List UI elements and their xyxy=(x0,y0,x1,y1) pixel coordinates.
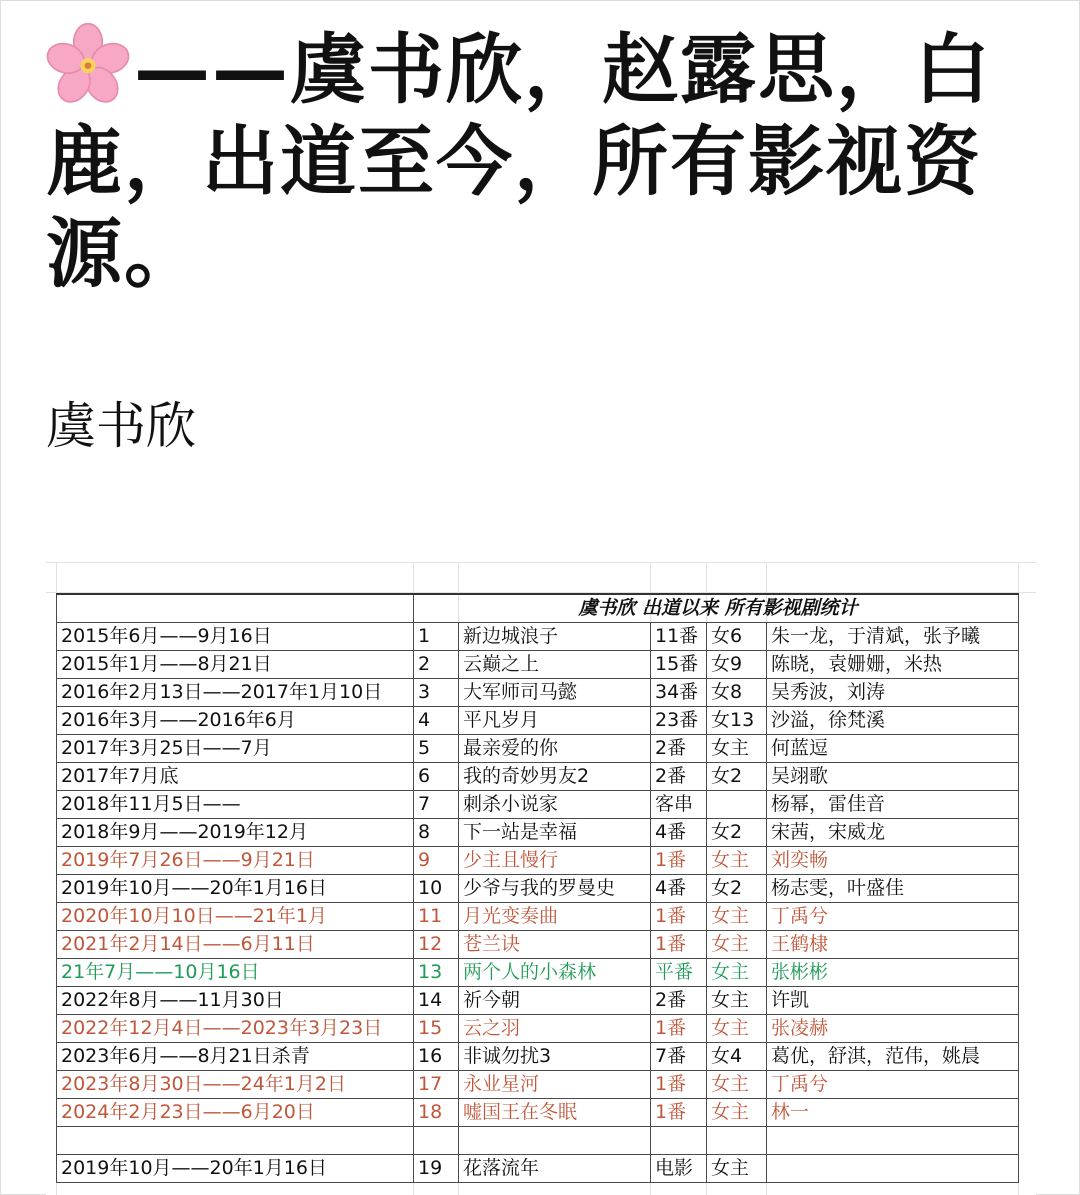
billing-cell: 1番 xyxy=(651,847,707,875)
date-cell: 2019年7月26日——9月21日 xyxy=(57,847,414,875)
role-cell: 女主 xyxy=(707,1071,767,1099)
date-cell: 2022年8月——11月30日 xyxy=(57,987,414,1015)
index-cell: 13 xyxy=(414,959,459,987)
filmography-table xyxy=(56,593,1019,1183)
costars-cell: 朱一龙，于清斌，张予曦 xyxy=(767,623,1019,651)
costars-cell: 张凌赫 xyxy=(767,1015,1019,1043)
role-cell: 女主 xyxy=(707,903,767,931)
role-cell: 女2 xyxy=(707,875,767,903)
index-cell: 7 xyxy=(414,791,459,819)
costars-cell: 陈晓，袁姗姗，米热 xyxy=(767,651,1019,679)
date-cell: 2021年2月14日——6月11日 xyxy=(57,931,414,959)
index-cell: 11 xyxy=(414,903,459,931)
title-cell: 大军师司马懿 xyxy=(459,679,651,707)
costars-cell: 王鹤棣 xyxy=(767,931,1019,959)
costars-cell: 许凯 xyxy=(767,987,1019,1015)
empty-cell xyxy=(459,1127,651,1155)
empty-cell xyxy=(57,1127,414,1155)
date-cell: 2019年10月——20年1月16日 xyxy=(57,875,414,903)
index-cell: 1 xyxy=(414,623,459,651)
table-row xyxy=(57,847,1019,875)
table-row xyxy=(57,1015,1019,1043)
title-cell: 祈今朝 xyxy=(459,987,651,1015)
costars-cell: 杨幂，雷佳音 xyxy=(767,791,1019,819)
role-cell: 女6 xyxy=(707,623,767,651)
billing-cell: 2番 xyxy=(651,735,707,763)
billing-cell: 11番 xyxy=(651,623,707,651)
table-row xyxy=(57,987,1019,1015)
spacer-row xyxy=(57,1127,1019,1155)
empty-cell xyxy=(707,1127,767,1155)
table-row xyxy=(57,679,1019,707)
role-cell: 女主 xyxy=(707,1099,767,1127)
table-row xyxy=(57,1043,1019,1071)
date-cell: 2023年8月30日——24年1月2日 xyxy=(57,1071,414,1099)
role-cell: 女2 xyxy=(707,819,767,847)
section-heading: 虞书欣 xyxy=(46,397,196,455)
table-row xyxy=(57,903,1019,931)
title-cell: 云之羽 xyxy=(459,1015,651,1043)
role-cell: 女主 xyxy=(707,931,767,959)
title-cell: 下一站是幸福 xyxy=(459,819,651,847)
costars-cell: 吴秀波，刘涛 xyxy=(767,679,1019,707)
title-cell: 月光变奏曲 xyxy=(459,903,651,931)
date-cell: 2016年3月——2016年6月 xyxy=(57,707,414,735)
index-cell: 14 xyxy=(414,987,459,1015)
title-cell: 永业星河 xyxy=(459,1071,651,1099)
index-cell: 9 xyxy=(414,847,459,875)
billing-cell: 平番 xyxy=(651,959,707,987)
index-cell: 6 xyxy=(414,763,459,791)
table-caption: 虞书欣 出道以来 所有影视剧统计 xyxy=(414,594,1019,623)
title-cell: 我的奇妙男友2 xyxy=(459,763,651,791)
table-row xyxy=(57,623,1019,651)
billing-cell: 1番 xyxy=(651,1099,707,1127)
post-title-text: ——虞书欣，赵露思，白鹿，出道至今，所有影视资源。 xyxy=(46,25,992,298)
table-row xyxy=(57,819,1019,847)
role-cell: 女13 xyxy=(707,707,767,735)
title-cell: 花落流年 xyxy=(459,1155,651,1183)
costars-cell: 杨志雯，叶盛佳 xyxy=(767,875,1019,903)
role-cell: 女主 xyxy=(707,959,767,987)
costars-cell: 宋茜，宋威龙 xyxy=(767,819,1019,847)
role-cell: 女9 xyxy=(707,651,767,679)
costars-cell: 丁禹兮 xyxy=(767,1071,1019,1099)
title-cell: 最亲爱的你 xyxy=(459,735,651,763)
costars-cell: 葛优，舒淇，范伟，姚晨 xyxy=(767,1043,1019,1071)
billing-cell: 客串 xyxy=(651,791,707,819)
role-cell: 女8 xyxy=(707,679,767,707)
costars-cell: 何蓝逗 xyxy=(767,735,1019,763)
billing-cell: 15番 xyxy=(651,651,707,679)
billing-cell: 4番 xyxy=(651,875,707,903)
role-cell: 女4 xyxy=(707,1043,767,1071)
table-row xyxy=(57,959,1019,987)
costars-cell xyxy=(767,1155,1019,1183)
billing-cell: 1番 xyxy=(651,931,707,959)
date-cell: 2017年7月底 xyxy=(57,763,414,791)
date-cell: 2018年11月5日—— xyxy=(57,791,414,819)
costars-cell: 刘奕畅 xyxy=(767,847,1019,875)
empty-cell xyxy=(651,1127,707,1155)
role-cell: 女主 xyxy=(707,1015,767,1043)
billing-cell: 4番 xyxy=(651,819,707,847)
date-cell: 2019年10月——20年1月16日 xyxy=(57,1155,414,1183)
costars-cell: 张彬彬 xyxy=(767,959,1019,987)
index-cell: 3 xyxy=(414,679,459,707)
costars-cell: 丁禹兮 xyxy=(767,903,1019,931)
table-row xyxy=(57,763,1019,791)
index-cell: 16 xyxy=(414,1043,459,1071)
date-cell: 21年7月——10月16日 xyxy=(57,959,414,987)
billing-cell: 1番 xyxy=(651,903,707,931)
index-cell: 19 xyxy=(414,1155,459,1183)
role-cell: 女主 xyxy=(707,735,767,763)
spreadsheet-image xyxy=(46,562,1036,1195)
empty-cell xyxy=(414,1127,459,1155)
role-cell: 女主 xyxy=(707,1155,767,1183)
date-cell: 2016年2月13日——2017年1月10日 xyxy=(57,679,414,707)
billing-cell: 34番 xyxy=(651,679,707,707)
title-cell: 新边城浪子 xyxy=(459,623,651,651)
table-row-film xyxy=(57,1155,1019,1183)
table-row xyxy=(57,875,1019,903)
index-cell: 18 xyxy=(414,1099,459,1127)
table-header-row xyxy=(57,594,1019,623)
header-blank-cell xyxy=(57,594,414,623)
title-cell: 平凡岁月 xyxy=(459,707,651,735)
date-cell: 2017年3月25日——7月 xyxy=(57,735,414,763)
role-cell: 女主 xyxy=(707,847,767,875)
table-body xyxy=(57,623,1019,1183)
post-title xyxy=(46,22,1046,300)
index-cell: 4 xyxy=(414,707,459,735)
costars-cell: 沙溢，徐梵溪 xyxy=(767,707,1019,735)
index-cell: 5 xyxy=(414,735,459,763)
billing-cell: 7番 xyxy=(651,1043,707,1071)
date-cell: 2024年2月23日——6月20日 xyxy=(57,1099,414,1127)
table-row xyxy=(57,735,1019,763)
index-cell: 15 xyxy=(414,1015,459,1043)
title-cell: 苍兰诀 xyxy=(459,931,651,959)
cherry-blossom-icon xyxy=(46,22,130,106)
billing-cell: 1番 xyxy=(651,1071,707,1099)
index-cell: 8 xyxy=(414,819,459,847)
empty-cell xyxy=(767,1127,1019,1155)
date-cell: 2023年6月——8月21日杀青 xyxy=(57,1043,414,1071)
date-cell: 2015年1月——8月21日 xyxy=(57,651,414,679)
title-cell: 刺杀小说家 xyxy=(459,791,651,819)
billing-cell: 2番 xyxy=(651,763,707,791)
role-cell xyxy=(707,791,767,819)
table-row xyxy=(57,1099,1019,1127)
title-cell: 非诚勿扰3 xyxy=(459,1043,651,1071)
billing-cell: 1番 xyxy=(651,1015,707,1043)
index-cell: 17 xyxy=(414,1071,459,1099)
billing-cell: 23番 xyxy=(651,707,707,735)
title-cell: 嘘国王在冬眠 xyxy=(459,1099,651,1127)
title-cell: 云巅之上 xyxy=(459,651,651,679)
date-cell: 2018年9月——2019年12月 xyxy=(57,819,414,847)
title-cell: 两个人的小森林 xyxy=(459,959,651,987)
title-cell: 少爷与我的罗曼史 xyxy=(459,875,651,903)
table-row xyxy=(57,651,1019,679)
billing-cell: 电影 xyxy=(651,1155,707,1183)
title-cell: 少主且慢行 xyxy=(459,847,651,875)
date-cell: 2015年6月——9月16日 xyxy=(57,623,414,651)
table-row xyxy=(57,1071,1019,1099)
billing-cell: 2番 xyxy=(651,987,707,1015)
table-row xyxy=(57,931,1019,959)
costars-cell: 林一 xyxy=(767,1099,1019,1127)
index-cell: 2 xyxy=(414,651,459,679)
index-cell: 12 xyxy=(414,931,459,959)
table-row xyxy=(57,707,1019,735)
costars-cell: 吴翊歌 xyxy=(767,763,1019,791)
table-row xyxy=(57,791,1019,819)
role-cell: 女2 xyxy=(707,763,767,791)
date-cell: 2022年12月4日——2023年3月23日 xyxy=(57,1015,414,1043)
index-cell: 10 xyxy=(414,875,459,903)
role-cell: 女主 xyxy=(707,987,767,1015)
date-cell: 2020年10月10日——21年1月 xyxy=(57,903,414,931)
